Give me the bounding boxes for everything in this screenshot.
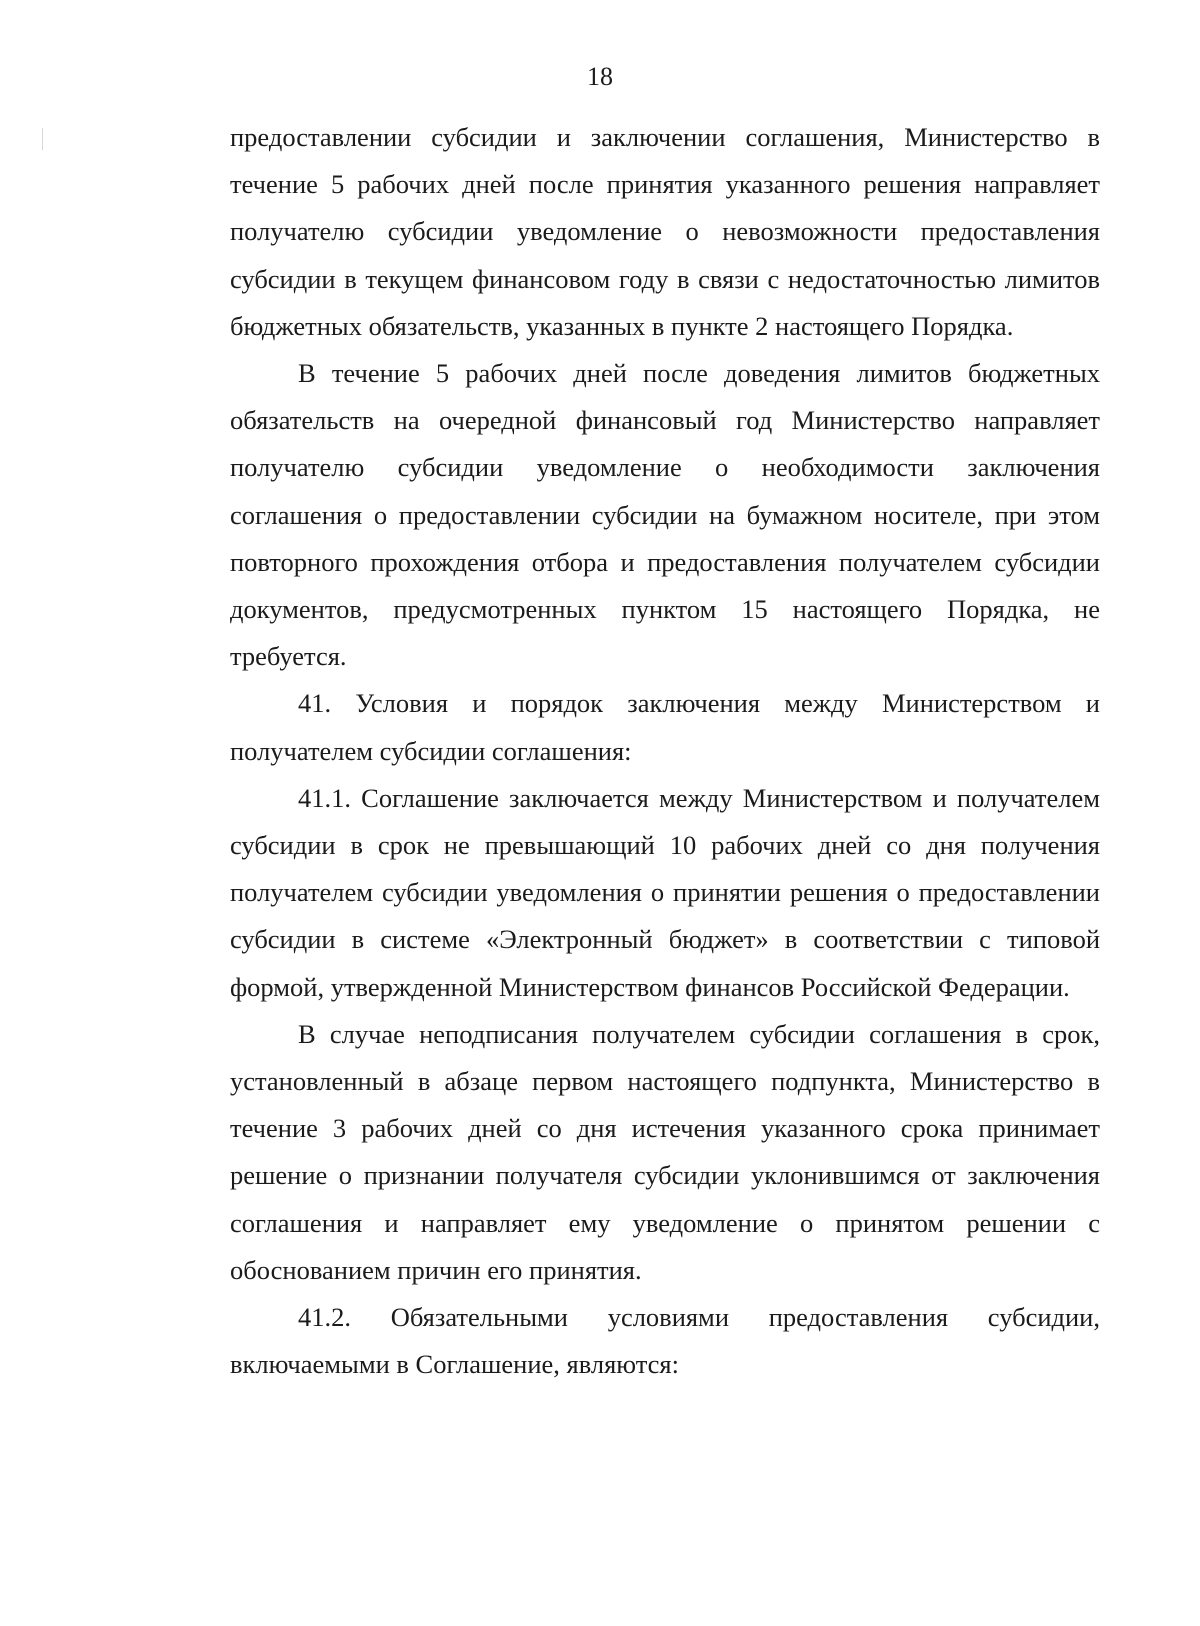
scan-margin-mark xyxy=(42,128,43,150)
paragraph-non-signing: В случае неподписания получателем субсидии соглашения в срок, установленный в абзаце первом настоящего подпункта, Министерство в течение 3 рабочих дней со дня истечения указанного срока принимает решение о признании получателя субсидии уклонившимся от заключения соглашения и направляет ему уведомление о принятом решении с обоснованием причин его принятия. xyxy=(230,1018,1100,1285)
paragraph-clause-41-1: 41.1. Соглашение заключается между Министерством и получателем субсидии в срок не превышающий 10 рабочих дней со дня получения получателем субсидии уведомления о принятии решения о предоставлении субсидии в системе «Электронный бюджет» в соответствии с типовой формой, утвержденной Министерством финансов Российской Федерации. xyxy=(230,782,1100,1002)
paragraph-limits-notice: В течение 5 рабочих дней после доведения лимитов бюджетных обязательств на очередной финансовый год Министерство направляет получателю субсидии уведомление о необходимости заключения соглашения о предоставлении субсидии на бумажном носителе, при этом повторного прохождения отбора и предоставления получателем субсидии документов, предусмотренных пунктом 15 настоящего Порядка, не требуется. xyxy=(230,358,1100,672)
paragraph-clause-41: 41. Условия и порядок заключения между Министерством и получателем субсидии соглашения: xyxy=(230,688,1100,766)
page-number: 18 xyxy=(587,62,613,91)
paragraph-continuation: предоставлении субсидии и заключении соглашения, Министерство в течение 5 рабочих дней после принятия указанного решения направляет получателю субсидии уведомление о невозможности предоставления субсидии в текущем финансовом году в связи с недостаточностью лимитов бюджетных обязательств, указанных в пункте 2 настоящего Порядка. xyxy=(230,122,1100,341)
paragraph-clause-41-2: 41.2. Обязательными условиями предоставления субсидии, включаемыми в Соглашение, являются: xyxy=(230,1302,1100,1380)
document-text-body xyxy=(230,114,1100,1388)
